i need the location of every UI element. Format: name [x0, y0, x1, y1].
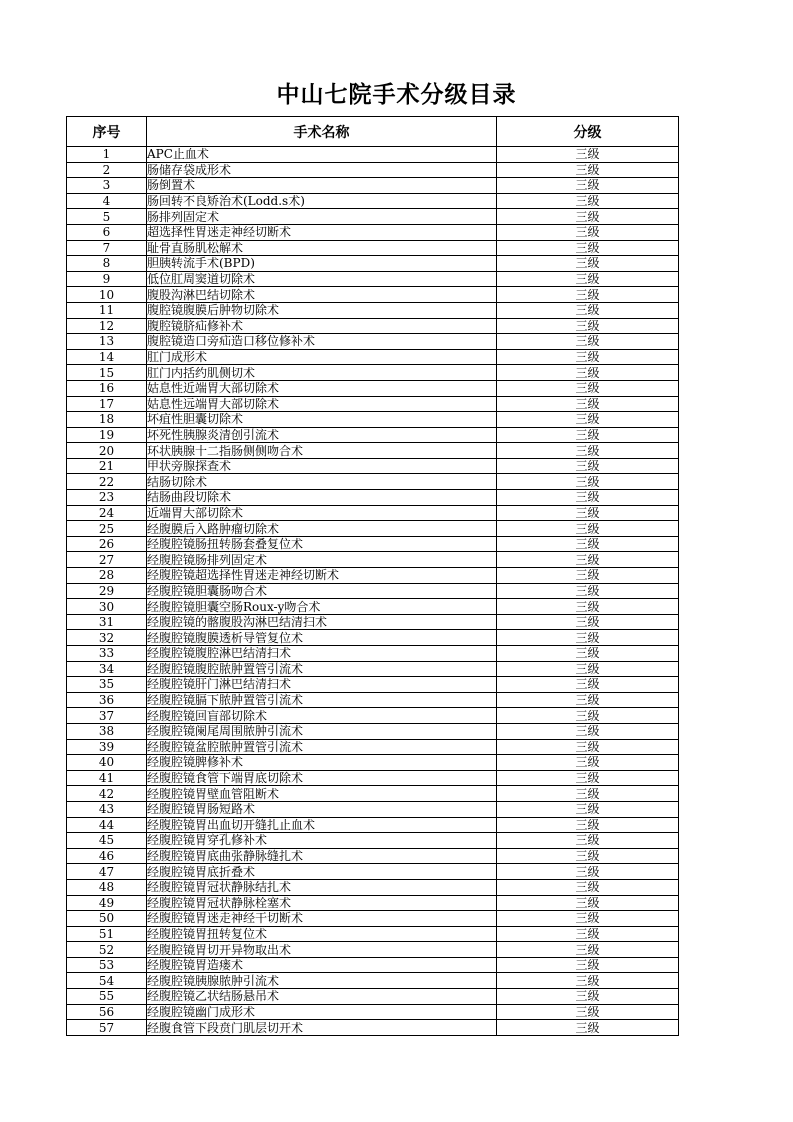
- surgery-name: 腹股沟淋巴结切除术: [147, 287, 497, 303]
- row-number: 56: [67, 1004, 147, 1020]
- table-row: [67, 256, 679, 272]
- row-number: 9: [67, 271, 147, 287]
- table-row: [67, 817, 679, 833]
- row-number: 5: [67, 209, 147, 225]
- table-row: [67, 1004, 679, 1020]
- table-row: [67, 661, 679, 677]
- surgery-name: 经腹腔镜膈下脓肿置管引流术: [147, 692, 497, 708]
- surgery-grade: 三级: [497, 957, 679, 973]
- surgery-grade: 三级: [497, 646, 679, 662]
- surgery-grade: 三级: [497, 474, 679, 490]
- header-grade: 分级: [497, 117, 679, 147]
- surgery-name: 肠排列固定术: [147, 209, 497, 225]
- surgery-name: 耻骨直肠肌松解术: [147, 240, 497, 256]
- surgery-grade: 三级: [497, 583, 679, 599]
- row-number: 50: [67, 911, 147, 927]
- surgery-name: 低位肛周窦道切除术: [147, 271, 497, 287]
- surgery-grade: 三级: [497, 661, 679, 677]
- row-number: 11: [67, 302, 147, 318]
- table-row: [67, 911, 679, 927]
- table-row: [67, 770, 679, 786]
- table-row: [67, 942, 679, 958]
- surgery-name: 经腹膜后入路肿瘤切除术: [147, 521, 497, 537]
- row-number: 24: [67, 505, 147, 521]
- surgery-grade: 三级: [497, 911, 679, 927]
- surgery-grade: 三级: [497, 599, 679, 615]
- table-row: [67, 646, 679, 662]
- surgery-name: 经腹腔镜胃冠状静脉栓塞术: [147, 895, 497, 911]
- surgery-grade: 三级: [497, 193, 679, 209]
- row-number: 42: [67, 786, 147, 802]
- row-number: 39: [67, 739, 147, 755]
- surgery-name: 腹腔镜脐疝修补术: [147, 318, 497, 334]
- row-number: 25: [67, 521, 147, 537]
- surgery-grade: 三级: [497, 568, 679, 584]
- surgery-grade: 三级: [497, 147, 679, 163]
- surgery-name: 经腹腔镜腹腔脓肿置管引流术: [147, 661, 497, 677]
- surgery-name: 经腹腔镜盆腔脓肿置管引流术: [147, 739, 497, 755]
- surgery-name: 经腹腔镜胆囊肠吻合术: [147, 583, 497, 599]
- table-row: [67, 599, 679, 615]
- table-row: [67, 490, 679, 506]
- row-number: 27: [67, 552, 147, 568]
- surgery-name: 经腹腔镜胃扭转复位术: [147, 926, 497, 942]
- table-row: [67, 614, 679, 630]
- table-row: [67, 1020, 679, 1036]
- surgery-grade: 三级: [497, 692, 679, 708]
- row-number: 7: [67, 240, 147, 256]
- table-row: [67, 973, 679, 989]
- surgery-name: APC止血术: [147, 147, 497, 163]
- surgery-name: 经腹腔镜胃底曲张静脉缝扎术: [147, 848, 497, 864]
- surgery-name: 经腹腔镜胆囊空肠Roux-y吻合术: [147, 599, 497, 615]
- row-number: 3: [67, 178, 147, 194]
- table-row: [67, 162, 679, 178]
- surgery-table: [66, 116, 679, 1036]
- surgery-grade: 三级: [497, 318, 679, 334]
- surgery-grade: 三级: [497, 224, 679, 240]
- surgery-name: 经腹腔镜脾修补术: [147, 755, 497, 771]
- surgery-name: 坏疽性胆囊切除术: [147, 412, 497, 428]
- surgery-name: 近端胃大部切除术: [147, 505, 497, 521]
- table-row: [67, 474, 679, 490]
- surgery-name: 姑息性远端胃大部切除术: [147, 396, 497, 412]
- table-row: [67, 318, 679, 334]
- page-title: 中山七院手术分级目录: [276, 82, 517, 108]
- surgery-grade: 三级: [497, 989, 679, 1005]
- surgery-name: 结肠曲段切除术: [147, 490, 497, 506]
- row-number: 44: [67, 817, 147, 833]
- surgery-name: 甲状旁腺探查术: [147, 458, 497, 474]
- surgery-name: 经腹腔镜腹膜透析导管复位术: [147, 630, 497, 646]
- surgery-grade: 三级: [497, 770, 679, 786]
- table-row: [67, 193, 679, 209]
- table-row: [67, 178, 679, 194]
- surgery-grade: 三级: [497, 178, 679, 194]
- table-row: [67, 895, 679, 911]
- table-row: [67, 630, 679, 646]
- surgery-grade: 三级: [497, 380, 679, 396]
- row-number: 21: [67, 458, 147, 474]
- row-number: 41: [67, 770, 147, 786]
- table-row: [67, 583, 679, 599]
- surgery-grade: 三级: [497, 786, 679, 802]
- row-number: 40: [67, 755, 147, 771]
- table-row: [67, 271, 679, 287]
- surgery-name: 肠储存袋成形术: [147, 162, 497, 178]
- surgery-grade: 三级: [497, 630, 679, 646]
- row-number: 18: [67, 412, 147, 428]
- surgery-name: 经腹腔镜胰腺脓肿引流术: [147, 973, 497, 989]
- table-row: [67, 521, 679, 537]
- surgery-grade: 三级: [497, 708, 679, 724]
- surgery-grade: 三级: [497, 427, 679, 443]
- surgery-grade: 三级: [497, 365, 679, 381]
- row-number: 49: [67, 895, 147, 911]
- surgery-name: 经腹腔镜超选择性胃迷走神经切断术: [147, 568, 497, 584]
- table-row: [67, 334, 679, 350]
- surgery-name: 坏死性胰腺炎清创引流术: [147, 427, 497, 443]
- surgery-name: 经腹腔镜乙状结肠悬吊术: [147, 989, 497, 1005]
- surgery-grade: 三级: [497, 287, 679, 303]
- surgery-name: 经腹腔镜肠扭转肠套叠复位术: [147, 536, 497, 552]
- surgery-name: 经腹腔镜腹腔淋巴结清扫术: [147, 646, 497, 662]
- surgery-name: 肠倒置术: [147, 178, 497, 194]
- header-name: 手术名称: [147, 117, 497, 147]
- surgery-grade: 三级: [497, 739, 679, 755]
- surgery-name: 经腹腔镜食管下端胃底切除术: [147, 770, 497, 786]
- surgery-grade: 三级: [497, 536, 679, 552]
- surgery-name: 经腹腔镜胃穿孔修补术: [147, 833, 497, 849]
- table-row: [67, 879, 679, 895]
- row-number: 46: [67, 848, 147, 864]
- row-number: 16: [67, 380, 147, 396]
- surgery-grade: 三级: [497, 614, 679, 630]
- row-number: 35: [67, 677, 147, 693]
- surgery-name: 经腹腔镜的髂腹股沟淋巴结清扫术: [147, 614, 497, 630]
- surgery-grade: 三级: [497, 1004, 679, 1020]
- surgery-name: 经腹腔镜胃迷走神经干切断术: [147, 911, 497, 927]
- table-row: [67, 536, 679, 552]
- surgery-name: 经腹腔镜胃出血切开缝扎止血术: [147, 817, 497, 833]
- surgery-name: 经腹腔镜胃底折叠术: [147, 864, 497, 880]
- surgery-name: 经腹腔镜阑尾周围脓肿引流术: [147, 723, 497, 739]
- surgery-grade: 三级: [497, 755, 679, 771]
- table-row: [67, 505, 679, 521]
- surgery-name: 肛门成形术: [147, 349, 497, 365]
- table-row: [67, 380, 679, 396]
- row-number: 34: [67, 661, 147, 677]
- surgery-name: 经腹腔镜肠排列固定术: [147, 552, 497, 568]
- table-row: [67, 739, 679, 755]
- surgery-name: 经腹腔镜回盲部切除术: [147, 708, 497, 724]
- table-row: [67, 552, 679, 568]
- surgery-name: 经腹腔镜胃切开异物取出术: [147, 942, 497, 958]
- table-row: [67, 240, 679, 256]
- table-row: [67, 443, 679, 459]
- table-row: [67, 209, 679, 225]
- row-number: 54: [67, 973, 147, 989]
- table-row: [67, 957, 679, 973]
- surgery-grade: 三级: [497, 162, 679, 178]
- row-number: 8: [67, 256, 147, 272]
- surgery-grade: 三级: [497, 334, 679, 350]
- table-row: [67, 458, 679, 474]
- surgery-grade: 三级: [497, 677, 679, 693]
- surgery-grade: 三级: [497, 864, 679, 880]
- row-number: 47: [67, 864, 147, 880]
- surgery-grade: 三级: [497, 458, 679, 474]
- table-row: [67, 396, 679, 412]
- surgery-name: 腹腔镜腹膜后肿物切除术: [147, 302, 497, 318]
- row-number: 53: [67, 957, 147, 973]
- surgery-grade: 三级: [497, 349, 679, 365]
- row-number: 36: [67, 692, 147, 708]
- row-number: 30: [67, 599, 147, 615]
- table-row: [67, 692, 679, 708]
- row-number: 45: [67, 833, 147, 849]
- row-number: 1: [67, 147, 147, 163]
- table-header-row: [67, 117, 679, 147]
- surgery-grade: 三级: [497, 240, 679, 256]
- row-number: 43: [67, 801, 147, 817]
- row-number: 4: [67, 193, 147, 209]
- surgery-grade: 三级: [497, 973, 679, 989]
- row-number: 6: [67, 224, 147, 240]
- row-number: 13: [67, 334, 147, 350]
- table-row: [67, 755, 679, 771]
- row-number: 48: [67, 879, 147, 895]
- surgery-grade: 三级: [497, 490, 679, 506]
- surgery-name: 结肠切除术: [147, 474, 497, 490]
- surgery-name: 肛门内括约肌侧切术: [147, 365, 497, 381]
- surgery-name: 姑息性近端胃大部切除术: [147, 380, 497, 396]
- surgery-grade: 三级: [497, 521, 679, 537]
- surgery-grade: 三级: [497, 833, 679, 849]
- row-number: 20: [67, 443, 147, 459]
- row-number: 31: [67, 614, 147, 630]
- table-row: [67, 568, 679, 584]
- surgery-name: 经腹腔镜胃冠状静脉结扎术: [147, 879, 497, 895]
- surgery-name: 经腹腔镜幽门成形术: [147, 1004, 497, 1020]
- row-number: 2: [67, 162, 147, 178]
- row-number: 17: [67, 396, 147, 412]
- surgery-grade: 三级: [497, 723, 679, 739]
- row-number: 32: [67, 630, 147, 646]
- surgery-grade: 三级: [497, 256, 679, 272]
- surgery-name: 经腹食管下段贲门肌层切开术: [147, 1020, 497, 1036]
- row-number: 57: [67, 1020, 147, 1036]
- surgery-grade: 三级: [497, 926, 679, 942]
- surgery-grade: 三级: [497, 879, 679, 895]
- surgery-grade: 三级: [497, 1020, 679, 1036]
- table-row: [67, 302, 679, 318]
- table-row: [67, 708, 679, 724]
- row-number: 19: [67, 427, 147, 443]
- surgery-name: 肠回转不良矫治术(Lodd.s术): [147, 193, 497, 209]
- row-number: 26: [67, 536, 147, 552]
- surgery-grade: 三级: [497, 552, 679, 568]
- surgery-grade: 三级: [497, 817, 679, 833]
- surgery-name: 超选择性胃迷走神经切断术: [147, 224, 497, 240]
- surgery-grade: 三级: [497, 302, 679, 318]
- table-row: [67, 786, 679, 802]
- surgery-name: 腹腔镜造口旁疝造口移位修补术: [147, 334, 497, 350]
- table-row: [67, 801, 679, 817]
- row-number: 14: [67, 349, 147, 365]
- row-number: 28: [67, 568, 147, 584]
- table-row: [67, 287, 679, 303]
- row-number: 52: [67, 942, 147, 958]
- table-row: [67, 147, 679, 163]
- row-number: 22: [67, 474, 147, 490]
- row-number: 29: [67, 583, 147, 599]
- table-row: [67, 677, 679, 693]
- surgery-grade: 三级: [497, 443, 679, 459]
- table-row: [67, 723, 679, 739]
- table-row: [67, 926, 679, 942]
- row-number: 38: [67, 723, 147, 739]
- surgery-name: 经腹腔镜肝门淋巴结清扫术: [147, 677, 497, 693]
- surgery-name: 经腹腔镜胃壁血管阻断术: [147, 786, 497, 802]
- table-row: [67, 848, 679, 864]
- surgery-name: 环状胰腺十二指肠侧侧吻合术: [147, 443, 497, 459]
- row-number: 12: [67, 318, 147, 334]
- surgery-grade: 三级: [497, 801, 679, 817]
- surgery-name: 经腹腔镜胃肠短路术: [147, 801, 497, 817]
- table-body: [67, 147, 679, 1036]
- table-row: [67, 224, 679, 240]
- table-row: [67, 349, 679, 365]
- table-row: [67, 989, 679, 1005]
- table-row: [67, 365, 679, 381]
- surgery-grade: 三级: [497, 942, 679, 958]
- surgery-grade: 三级: [497, 209, 679, 225]
- surgery-grade: 三级: [497, 895, 679, 911]
- row-number: 10: [67, 287, 147, 303]
- row-number: 55: [67, 989, 147, 1005]
- table-row: [67, 412, 679, 428]
- surgery-grade: 三级: [497, 848, 679, 864]
- row-number: 33: [67, 646, 147, 662]
- row-number: 37: [67, 708, 147, 724]
- table-row: [67, 864, 679, 880]
- header-no: 序号: [67, 117, 147, 147]
- row-number: 15: [67, 365, 147, 381]
- surgery-name: 经腹腔镜胃造瘘术: [147, 957, 497, 973]
- surgery-grade: 三级: [497, 271, 679, 287]
- row-number: 51: [67, 926, 147, 942]
- table-row: [67, 833, 679, 849]
- table-row: [67, 427, 679, 443]
- surgery-grade: 三级: [497, 505, 679, 521]
- surgery-grade: 三级: [497, 412, 679, 428]
- surgery-name: 胆胰转流手术(BPD): [147, 256, 497, 272]
- row-number: 23: [67, 490, 147, 506]
- surgery-grade: 三级: [497, 396, 679, 412]
